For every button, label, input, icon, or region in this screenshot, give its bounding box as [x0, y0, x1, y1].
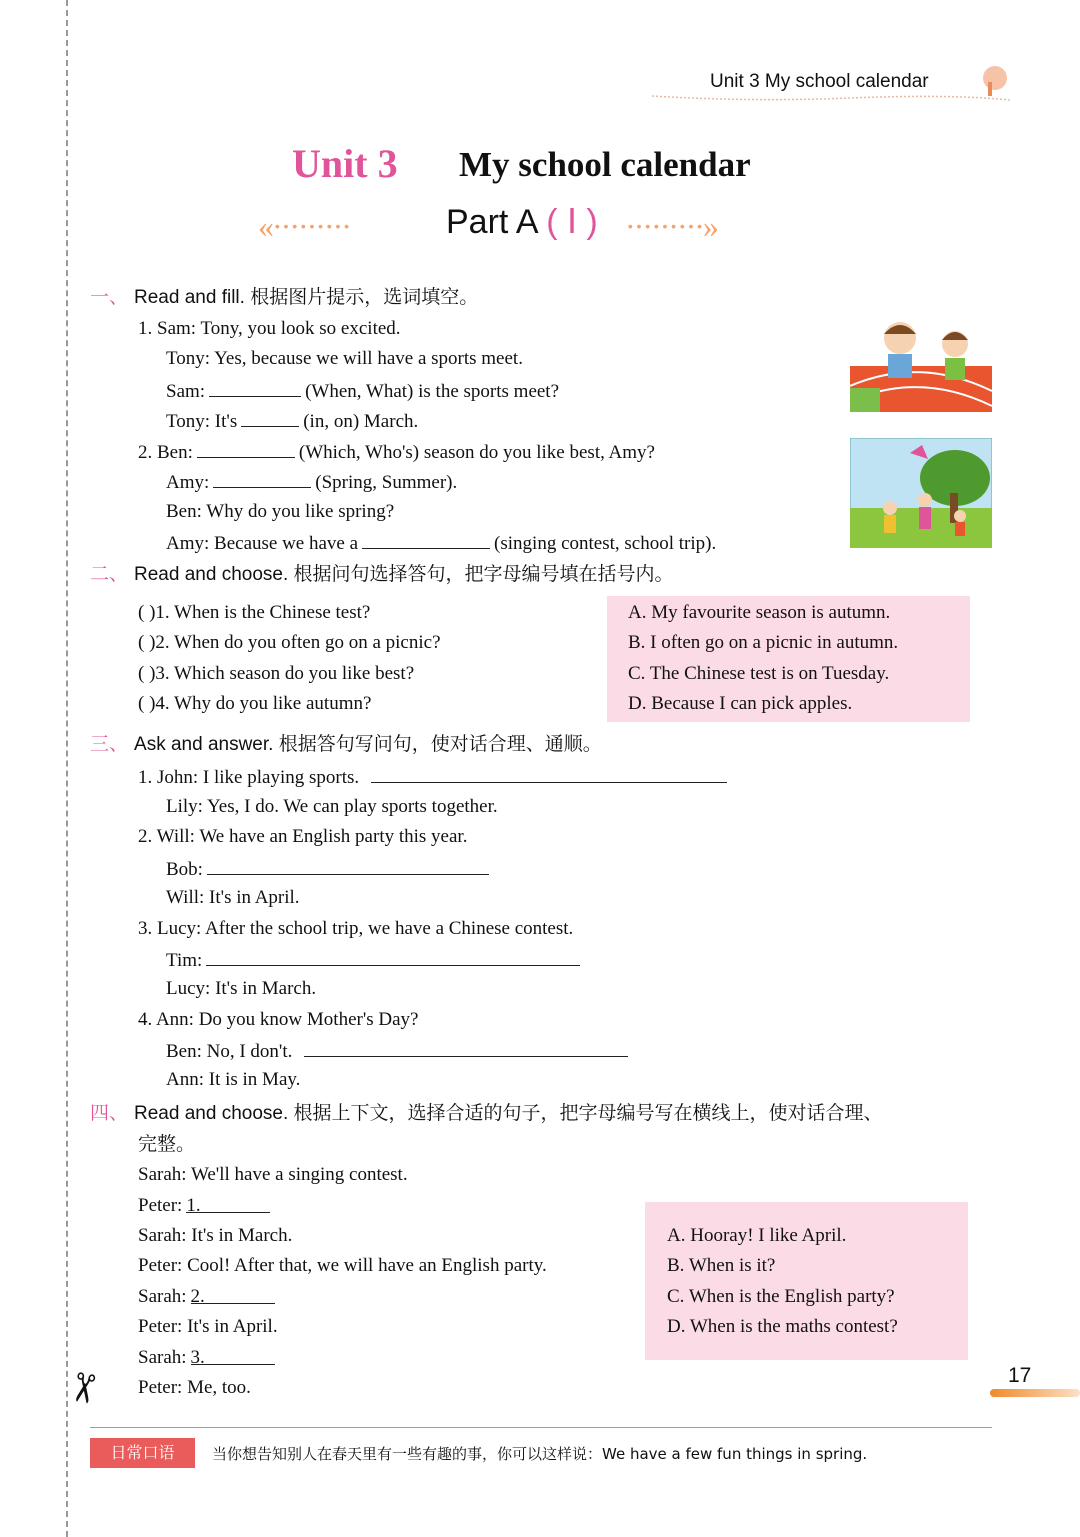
header-ornament-icon	[650, 60, 1020, 110]
answer-blank[interactable]	[206, 947, 580, 966]
speaker: Amy:	[166, 472, 210, 493]
running-header: Unit 3 My school calendar	[710, 71, 929, 92]
line-text: (When, What) is the sports meet?	[305, 381, 560, 402]
dialogue-line	[166, 378, 559, 404]
speaker: Sarah:	[138, 1286, 187, 1307]
page-number-bar	[990, 1389, 1080, 1397]
section-number: 二、	[90, 564, 129, 585]
page-title: My school calendar	[459, 145, 751, 184]
answer-blank[interactable]	[304, 1038, 628, 1057]
school-trip-image	[850, 438, 992, 548]
section-2-heading	[90, 563, 674, 587]
line-text: (Which, Who's) season do you like best, Amy?	[298, 442, 655, 463]
dialogue-line	[166, 856, 493, 882]
section-instruction: Ask and answer. 根据答句写问句，使对话合理、通顺。	[134, 734, 602, 755]
section-number: 一、	[90, 287, 129, 308]
speaker: Tony: It's	[166, 411, 238, 432]
sports-meet-image	[850, 316, 992, 412]
blank-number: 1.	[186, 1195, 201, 1216]
line-text: (in, on) March.	[303, 411, 419, 432]
answer-blank-2[interactable]	[190, 1285, 275, 1307]
dialogue-line: Tony: Yes, because we will have a sports meet.	[166, 348, 523, 369]
line-text: (Spring, Summer).	[315, 472, 458, 493]
part-text: Part A	[446, 203, 537, 241]
answer-blank[interactable]	[371, 764, 727, 783]
answer-blank[interactable]	[362, 530, 490, 549]
part-label	[446, 202, 598, 242]
dialogue-line: 1. Sam: Tony, you look so excited.	[138, 318, 401, 339]
speaker: Tim:	[166, 950, 203, 971]
dialogue-line: Ann: It is in May.	[166, 1069, 301, 1090]
scissors-icon: ✂	[58, 1367, 109, 1409]
section-4-heading	[90, 1102, 883, 1126]
line-text: Ben: No, I don't.	[166, 1041, 293, 1062]
dialogue-line: Sarah: We'll have a singing contest.	[138, 1164, 408, 1185]
blank-number: 2.	[190, 1286, 205, 1307]
answer-option: A. My favourite season is autumn.	[628, 602, 891, 623]
section-instruction: Read and choose. 根据上下文，选择合适的句子，把字母编号写在横线上，使对话合理、	[134, 1103, 883, 1124]
dialogue-line: 3. Lucy: After the school trip, we have a Chinese contest.	[138, 918, 574, 939]
speaker: Peter:	[138, 1195, 183, 1216]
speaker: Bob:	[166, 859, 203, 880]
line-text: (singing contest, school trip).	[494, 533, 717, 554]
page-number: 17	[1008, 1364, 1032, 1387]
section-number: 三、	[90, 734, 129, 755]
unit-number: Unit 3	[292, 141, 398, 186]
blank-number: 3.	[190, 1347, 205, 1368]
dialogue-line	[138, 1346, 279, 1370]
part-number: ( Ⅰ )	[546, 203, 598, 241]
answer-blank[interactable]	[209, 378, 301, 397]
dialogue-line: Peter: It's in April.	[138, 1316, 278, 1337]
section-number: 四、	[90, 1103, 129, 1124]
answer-option: C. The Chinese test is on Tuesday.	[628, 663, 890, 684]
answer-blank[interactable]	[241, 408, 299, 427]
speaker: 2. Ben:	[138, 442, 193, 463]
answer-blank[interactable]	[197, 439, 295, 458]
section-instruction: Read and choose. 根据问句选择答句，把字母编号填在括号内。	[134, 564, 674, 585]
answer-option: C. When is the English party?	[667, 1286, 895, 1307]
dialogue-line	[166, 469, 457, 495]
dialogue-line	[138, 1194, 274, 1218]
dialogue-line	[166, 408, 418, 434]
answer-option: D. When is the maths contest?	[667, 1316, 898, 1337]
section-3-heading	[90, 733, 602, 757]
question-item[interactable]: ( )2. When do you often go on a picnic?	[138, 632, 441, 653]
dialogue-line	[166, 947, 584, 973]
cut-line	[66, 0, 68, 1537]
dialogue-line: Will: It's in April.	[166, 887, 300, 908]
answer-blank-3[interactable]	[190, 1346, 275, 1368]
left-arrow-icon: «·········	[258, 208, 350, 244]
speaker: Sam:	[166, 381, 206, 402]
right-arrow-icon: ·········»	[625, 208, 717, 244]
line-text: 1. John: I like playing sports.	[138, 767, 360, 788]
speaker: Sarah:	[138, 1347, 187, 1368]
dialogue-line	[138, 439, 655, 465]
dialogue-line: Peter: Me, too.	[138, 1377, 251, 1398]
dialogue-line: Lucy: It's in March.	[166, 978, 317, 999]
dialogue-line: Sarah: It's in March.	[138, 1225, 293, 1246]
answer-blank[interactable]	[213, 469, 311, 488]
daily-phrase-badge: 日常口语	[90, 1438, 195, 1468]
dialogue-line: 4. Ann: Do you know Mother's Day?	[138, 1009, 419, 1030]
answer-option: B. When is it?	[667, 1255, 776, 1276]
answer-option: B. I often go on a picnic in autumn.	[628, 632, 899, 653]
dialogue-line	[166, 530, 716, 556]
answer-option: D. Because I can pick apples.	[628, 693, 853, 714]
answer-blank-1[interactable]	[186, 1194, 270, 1216]
dialogue-line	[138, 1285, 279, 1309]
question-item[interactable]: ( )4. Why do you like autumn?	[138, 693, 372, 714]
dialogue-line	[138, 764, 731, 790]
section-1-heading	[90, 286, 478, 310]
question-item[interactable]: ( )3. Which season do you like best?	[138, 663, 415, 684]
daily-phrase-text: 当你想告知别人在春天里有一些有趣的事，你可以这样说：We have a few fun things in spring.	[212, 1445, 868, 1463]
dialogue-line	[166, 1038, 632, 1064]
footer-divider	[90, 1427, 992, 1428]
dialogue-line: Ben: Why do you like spring?	[166, 501, 395, 522]
speaker: Amy: Because we have a	[166, 533, 359, 554]
section-instruction: Read and fill. 根据图片提示，选词填空。	[134, 287, 479, 308]
dialogue-line: Lily: Yes, I do. We can play sports together.	[166, 796, 498, 817]
dialogue-line: Peter: Cool! After that, we will have an English party.	[138, 1255, 547, 1276]
answer-option: A. Hooray! I like April.	[667, 1225, 847, 1246]
answer-blank[interactable]	[207, 856, 489, 875]
question-item[interactable]: ( )1. When is the Chinese test?	[138, 602, 371, 623]
section-instruction-cont: 完整。	[138, 1134, 196, 1155]
dialogue-line: 2. Will: We have an English party this year.	[138, 826, 468, 847]
